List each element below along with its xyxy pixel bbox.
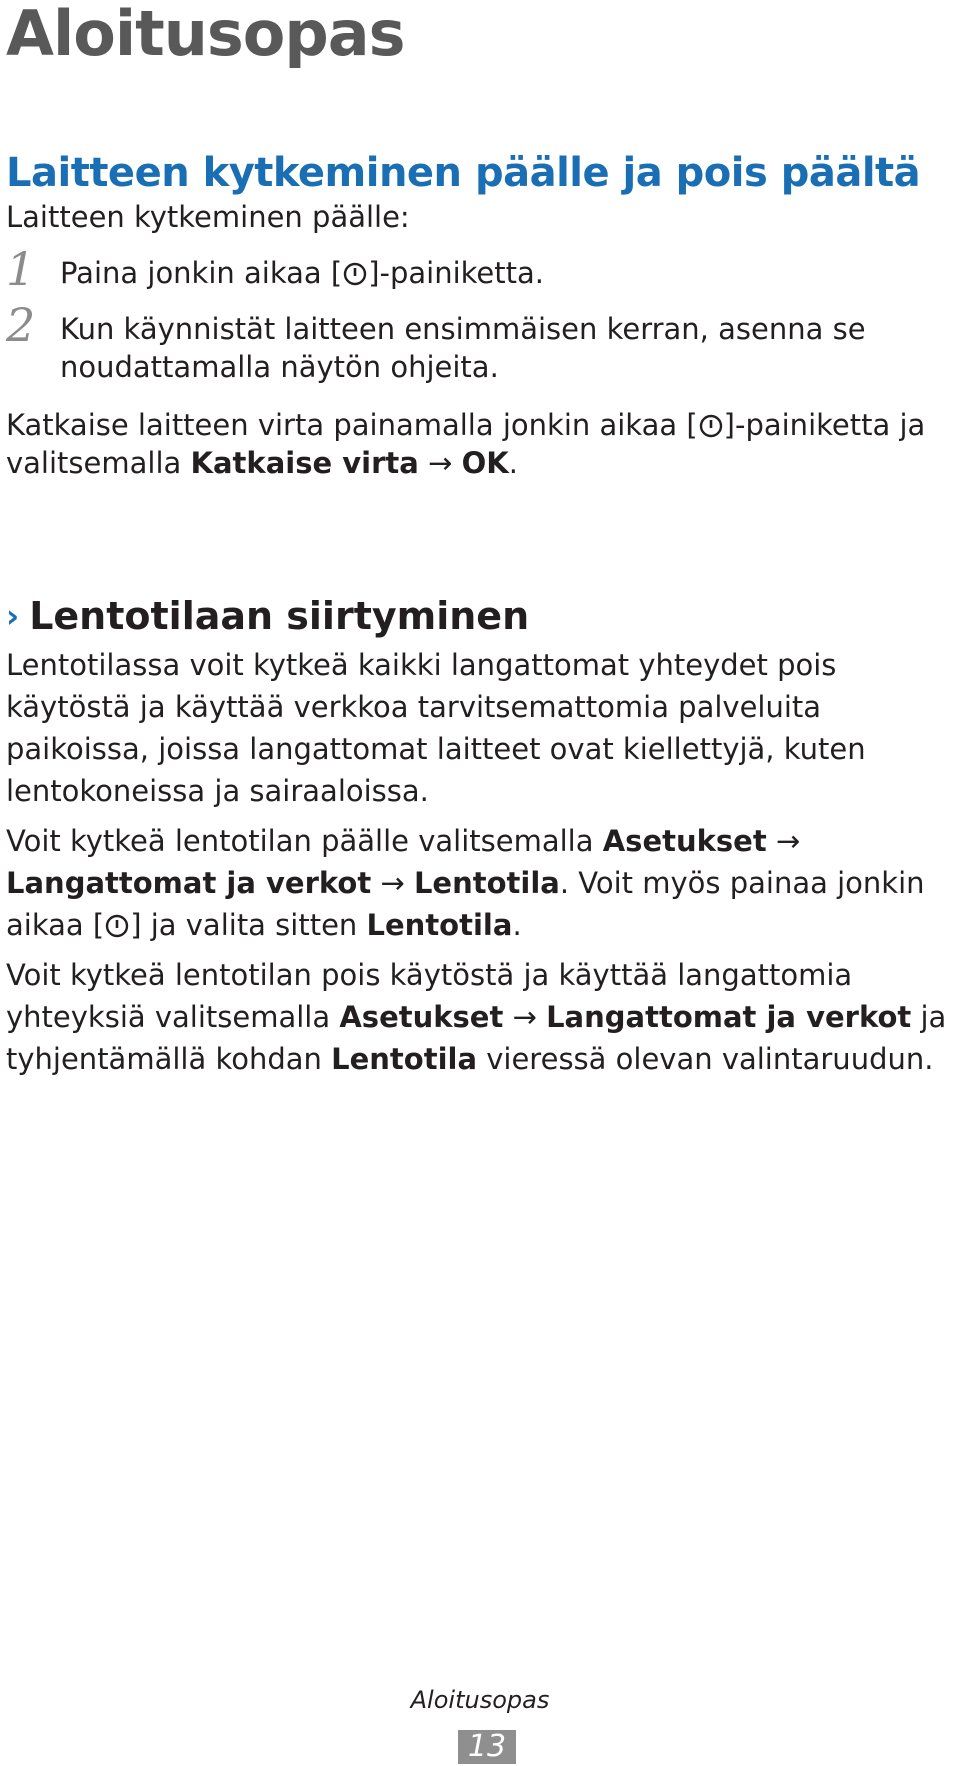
menu-option: Lentotila (413, 866, 560, 900)
power-icon (343, 262, 367, 286)
menu-option: OK (461, 446, 509, 480)
paragraph-line: Lentotilassa voit kytkeä kaikki langattomat yhteydet pois (6, 648, 837, 682)
menu-option: Langattomat ja verkot (6, 866, 372, 900)
step-text-line-1: Kun käynnistät laitteen ensimmäisen kerran, asenna se (60, 312, 866, 346)
arrow-icon: → (380, 866, 405, 900)
chevron-right-icon: › (6, 597, 20, 635)
arrow-icon: → (512, 1000, 537, 1034)
page-number: 13 (458, 1730, 516, 1764)
paragraph-line: Voit kytkeä lentotilan päälle valitsemalla Asetukset → (6, 824, 801, 858)
menu-option: Lentotila (366, 908, 513, 942)
menu-option: Asetukset (339, 1000, 504, 1034)
menu-option: Katkaise virta (190, 446, 419, 480)
subsection-heading (6, 590, 529, 642)
step-number: 2 (6, 298, 36, 352)
arrow-icon: → (428, 446, 453, 480)
step-text: Paina jonkin aikaa [ ]-painiketta. (60, 256, 544, 290)
arrow-icon: → (775, 824, 801, 858)
shutdown-line-2: valitsemalla Katkaise virta → OK. (6, 446, 518, 480)
menu-option: Asetukset (602, 824, 767, 858)
paragraph-line: yhteyksiä valitsemalla Asetukset → Langattomat ja verkot ja (6, 1000, 947, 1034)
chapter-title: Aloitusopas (6, 0, 405, 70)
paragraph-line: paikoissa, joissa langattomat laitteet ovat kiellettyjä, kuten (6, 732, 866, 766)
power-icon (699, 414, 723, 438)
paragraph-line: aikaa [ ] ja valita sitten Lentotila. (6, 908, 522, 942)
power-icon (105, 914, 129, 938)
paragraph-line: lentokoneissa ja sairaaloissa. (6, 774, 429, 808)
footer-label: Aloitusopas (410, 1686, 550, 1714)
shutdown-line-1: Katkaise laitteen virta painamalla jonkin aikaa [ ]-painiketta ja (6, 408, 926, 442)
step-number: 1 (6, 242, 36, 296)
menu-option: Lentotila (331, 1042, 478, 1076)
subsection-title: Lentotilaan siirtyminen (29, 594, 530, 638)
paragraph-line: käytöstä ja käyttää verkkoa tarvitsemattomia palveluita (6, 690, 822, 724)
paragraph-line: Langattomat ja verkot → Lentotila. Voit myös painaa jonkin (6, 866, 925, 900)
paragraph-line: Voit kytkeä lentotilan pois käytöstä ja käyttää langattomia (6, 958, 853, 992)
intro-text: Laitteen kytkeminen päälle: (6, 200, 410, 234)
menu-option: Langattomat ja verkot (546, 1000, 912, 1034)
paragraph-line: tyhjentämällä kohdan Lentotila vieressä olevan valintaruudun. (6, 1042, 934, 1076)
section-title: Laitteen kytkeminen päälle ja pois päältä (6, 150, 921, 196)
step-text-line-2: noudattamalla näytön ohjeita. (60, 350, 499, 384)
